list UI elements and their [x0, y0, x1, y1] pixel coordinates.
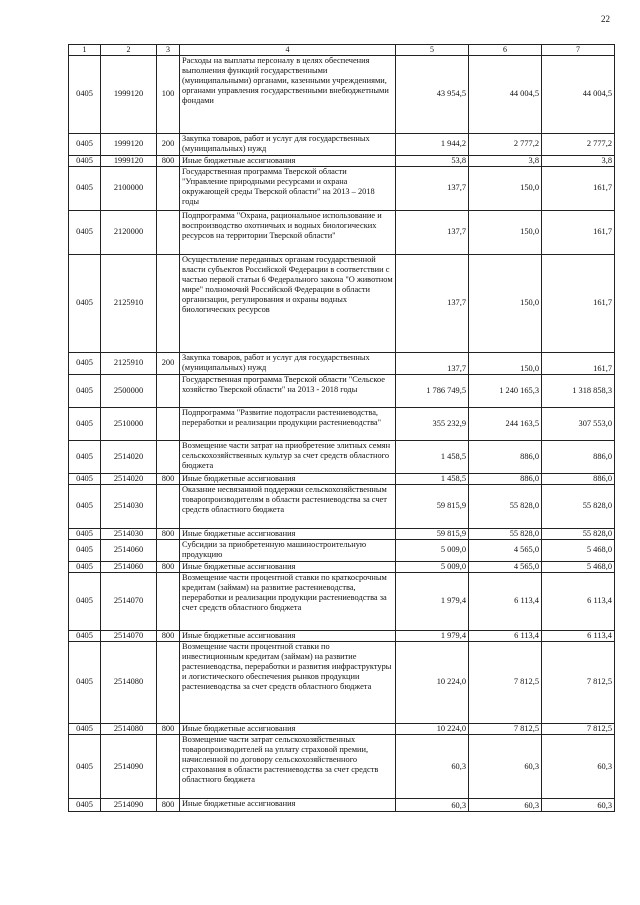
- item-name: Иные бюджетные ассигнования: [180, 528, 396, 539]
- target-item-code: 2514060: [101, 539, 157, 561]
- amount-year-2: 150,0: [469, 166, 542, 210]
- table-row: [69, 440, 615, 473]
- amount-year-1: 1 458,5: [396, 440, 469, 473]
- section-code: 0405: [69, 572, 101, 630]
- target-item-code: 2120000: [101, 210, 157, 254]
- item-name: Иные бюджетные ассигнования: [180, 155, 396, 166]
- target-item-code: 2100000: [101, 166, 157, 210]
- header-cell-6: 6: [469, 45, 542, 56]
- item-name: Субсидии за приобретенную машиностроительную продукцию: [180, 539, 396, 561]
- amount-year-1: 10 224,0: [396, 723, 469, 734]
- amount-year-3: 886,0: [542, 473, 615, 484]
- amount-year-3: 60,3: [542, 799, 615, 812]
- expense-type-code: [157, 166, 180, 210]
- amount-year-3: 161,7: [542, 352, 615, 374]
- expense-type-code: 800: [157, 155, 180, 166]
- amount-year-3: 7 812,5: [542, 723, 615, 734]
- amount-year-2: 55 828,0: [469, 528, 542, 539]
- expense-type-code: [157, 484, 180, 528]
- amount-year-3: 5 468,0: [542, 539, 615, 561]
- expense-type-code: 800: [157, 630, 180, 641]
- section-code: 0405: [69, 484, 101, 528]
- amount-year-1: 355 232,9: [396, 407, 469, 440]
- section-code: 0405: [69, 352, 101, 374]
- expense-type-code: 100: [157, 55, 180, 133]
- table-row: [69, 254, 615, 352]
- item-name: Иные бюджетные ассигнования: [180, 799, 396, 812]
- amount-year-1: 1 979,4: [396, 572, 469, 630]
- section-code: 0405: [69, 561, 101, 572]
- amount-year-2: 3,8: [469, 155, 542, 166]
- table-row: [69, 133, 615, 155]
- item-name: Подпрограмма "Развитие подотрасли растениеводства, переработки и реализации продукции растениеводства": [180, 407, 396, 440]
- table-row: [69, 561, 615, 572]
- amount-year-1: 1 786 749,5: [396, 374, 469, 407]
- target-item-code: 2125910: [101, 352, 157, 374]
- expense-type-code: [157, 539, 180, 561]
- target-item-code: 2514070: [101, 572, 157, 630]
- amount-year-2: 1 240 165,3: [469, 374, 542, 407]
- expense-type-code: 800: [157, 473, 180, 484]
- target-item-code: 2125910: [101, 254, 157, 352]
- target-item-code: 2514030: [101, 484, 157, 528]
- expense-type-code: [157, 374, 180, 407]
- target-item-code: 2514080: [101, 723, 157, 734]
- amount-year-1: 10 224,0: [396, 641, 469, 723]
- section-code: 0405: [69, 407, 101, 440]
- section-code: 0405: [69, 440, 101, 473]
- table-row: [69, 166, 615, 210]
- amount-year-3: 55 828,0: [542, 528, 615, 539]
- amount-year-3: 6 113,4: [542, 630, 615, 641]
- table-row: [69, 641, 615, 723]
- amount-year-2: 55 828,0: [469, 484, 542, 528]
- item-name: Закупка товаров, работ и услуг для государственных (муниципальных) нужд: [180, 352, 396, 374]
- table-row: [69, 572, 615, 630]
- table-row: [69, 374, 615, 407]
- amount-year-3: 44 004,5: [542, 55, 615, 133]
- amount-year-1: 53,8: [396, 155, 469, 166]
- item-name: Возмещение части затрат сельскохозяйственных товаропроизводителей на уплату страховой премии, начисленной по договору сельскохозяйственного страхования в области растениеводства за счет средств областного бюджета: [180, 735, 396, 799]
- amount-year-3: 886,0: [542, 440, 615, 473]
- item-name: Расходы на выплаты персоналу в целях обеспечения выполнения функций государственными (муниципальными) органами, казенными учреждениями, органами управления государственными внебюджетными фондами: [180, 55, 396, 133]
- amount-year-2: 4 565,0: [469, 539, 542, 561]
- table-row: [69, 473, 615, 484]
- page-number: 22: [601, 14, 610, 24]
- target-item-code: 2514060: [101, 561, 157, 572]
- item-name: Государственная программа Тверской области "Управление природными ресурсами и охрана окружающей среды Тверской области" на 2013 – 2018 годы: [180, 166, 396, 210]
- amount-year-2: 6 113,4: [469, 572, 542, 630]
- expense-type-code: [157, 572, 180, 630]
- section-code: 0405: [69, 528, 101, 539]
- amount-year-1: 60,3: [396, 735, 469, 799]
- amount-year-2: 4 565,0: [469, 561, 542, 572]
- item-name: Иные бюджетные ассигнования: [180, 723, 396, 734]
- target-item-code: 2514020: [101, 473, 157, 484]
- amount-year-1: 1 944,2: [396, 133, 469, 155]
- section-code: 0405: [69, 723, 101, 734]
- amount-year-3: 307 553,0: [542, 407, 615, 440]
- expense-type-code: [157, 407, 180, 440]
- table-row: [69, 155, 615, 166]
- amount-year-3: 7 812,5: [542, 641, 615, 723]
- expense-type-code: [157, 440, 180, 473]
- target-item-code: 2514070: [101, 630, 157, 641]
- amount-year-2: 150,0: [469, 210, 542, 254]
- item-name: Иные бюджетные ассигнования: [180, 630, 396, 641]
- expense-type-code: [157, 254, 180, 352]
- target-item-code: 2514020: [101, 440, 157, 473]
- section-code: 0405: [69, 473, 101, 484]
- section-code: 0405: [69, 374, 101, 407]
- expense-type-code: 200: [157, 352, 180, 374]
- table-row: [69, 352, 615, 374]
- table-row: [69, 735, 615, 799]
- amount-year-2: 244 163,5: [469, 407, 542, 440]
- item-name: Закупка товаров, работ и услуг для государственных (муниципальных) нужд: [180, 133, 396, 155]
- amount-year-2: 2 777,2: [469, 133, 542, 155]
- amount-year-1: 137,7: [396, 210, 469, 254]
- amount-year-1: 43 954,5: [396, 55, 469, 133]
- table-row: [69, 528, 615, 539]
- amount-year-3: 161,7: [542, 210, 615, 254]
- target-item-code: 2500000: [101, 374, 157, 407]
- amount-year-3: 161,7: [542, 254, 615, 352]
- amount-year-3: 5 468,0: [542, 561, 615, 572]
- amount-year-2: 6 113,4: [469, 630, 542, 641]
- amount-year-1: 137,7: [396, 352, 469, 374]
- target-item-code: 2514090: [101, 735, 157, 799]
- header-cell-1: 1: [69, 45, 101, 56]
- amount-year-2: 60,3: [469, 799, 542, 812]
- expense-type-code: 200: [157, 133, 180, 155]
- table-row: [69, 210, 615, 254]
- expense-type-code: [157, 735, 180, 799]
- amount-year-3: 6 113,4: [542, 572, 615, 630]
- amount-year-1: 59 815,9: [396, 528, 469, 539]
- amount-year-3: 60,3: [542, 735, 615, 799]
- amount-year-2: 44 004,5: [469, 55, 542, 133]
- amount-year-1: 137,7: [396, 166, 469, 210]
- expense-type-code: 800: [157, 799, 180, 812]
- table-row: [69, 484, 615, 528]
- amount-year-1: 137,7: [396, 254, 469, 352]
- header-cell-7: 7: [542, 45, 615, 56]
- table-row: [69, 723, 615, 734]
- section-code: 0405: [69, 735, 101, 799]
- amount-year-1: 59 815,9: [396, 484, 469, 528]
- section-code: 0405: [69, 210, 101, 254]
- amount-year-2: 886,0: [469, 440, 542, 473]
- header-cell-2: 2: [101, 45, 157, 56]
- section-code: 0405: [69, 539, 101, 561]
- amount-year-1: 5 009,0: [396, 539, 469, 561]
- table-row: [69, 630, 615, 641]
- section-code: 0405: [69, 630, 101, 641]
- expense-type-code: [157, 641, 180, 723]
- amount-year-2: 150,0: [469, 254, 542, 352]
- item-name: Иные бюджетные ассигнования: [180, 561, 396, 572]
- expense-type-code: 800: [157, 561, 180, 572]
- section-code: 0405: [69, 254, 101, 352]
- section-code: 0405: [69, 155, 101, 166]
- header-cell-3: 3: [157, 45, 180, 56]
- expense-type-code: 800: [157, 528, 180, 539]
- item-name: Подпрограмма "Охрана, рациональное использование и воспроизводство охотничьих и водных биологических ресурсов на территории Тверской области": [180, 210, 396, 254]
- target-item-code: 1999120: [101, 133, 157, 155]
- item-name: Возмещение части затрат на приобретение элитных семян сельскохозяйственных культур за счет средств областного бюджета: [180, 440, 396, 473]
- amount-year-3: 3,8: [542, 155, 615, 166]
- amount-year-2: 60,3: [469, 735, 542, 799]
- item-name: Государственная программа Тверской области "Сельское хозяйство Тверской области" на 2013 - 2018 годы: [180, 374, 396, 407]
- table-row: [69, 407, 615, 440]
- section-code: 0405: [69, 641, 101, 723]
- section-code: 0405: [69, 133, 101, 155]
- amount-year-2: 150,0: [469, 352, 542, 374]
- header-cell-4: 4: [180, 45, 396, 56]
- item-name: Оказание несвязанной поддержки сельскохозяйственным товаропроизводителям в области растениеводства за счет средств областного бюджета: [180, 484, 396, 528]
- item-name: Возмещение части процентной ставки по краткосрочным кредитам (займам) на развитие растениеводства, переработки и реализации продукции растениеводства за счет средств областного бюджета: [180, 572, 396, 630]
- budget-table: [68, 44, 615, 812]
- target-item-code: 2514090: [101, 799, 157, 812]
- amount-year-3: 1 318 858,3: [542, 374, 615, 407]
- section-code: 0405: [69, 55, 101, 133]
- target-item-code: 2514080: [101, 641, 157, 723]
- expense-type-code: [157, 210, 180, 254]
- amount-year-1: 60,3: [396, 799, 469, 812]
- target-item-code: 1999120: [101, 155, 157, 166]
- section-code: 0405: [69, 166, 101, 210]
- amount-year-3: 161,7: [542, 166, 615, 210]
- section-code: 0405: [69, 799, 101, 812]
- expense-type-code: 800: [157, 723, 180, 734]
- target-item-code: 2510000: [101, 407, 157, 440]
- amount-year-2: 886,0: [469, 473, 542, 484]
- table-row: [69, 539, 615, 561]
- item-name: Возмещение части процентной ставки по инвестиционным кредитам (займам) на развитие растениеводства, переработки и развития инфраструктуры и логистического обеспечения рынков продукции растениеводства за счет средств областного бюджета: [180, 641, 396, 723]
- table-row: [69, 799, 615, 812]
- amount-year-3: 2 777,2: [542, 133, 615, 155]
- header-row: [69, 45, 615, 56]
- table-row: [69, 55, 615, 133]
- header-cell-5: 5: [396, 45, 469, 56]
- amount-year-1: 5 009,0: [396, 561, 469, 572]
- target-item-code: 1999120: [101, 55, 157, 133]
- item-name: Осуществление переданных органам государственной власти субъектов Российской Федерации в соответствии с частью первой статьи 6 Федерального закона "О животном мире" полномочий Российской Федерации в области организации, регулирования и охраны водных биологических ресурсов: [180, 254, 396, 352]
- amount-year-1: 1 979,4: [396, 630, 469, 641]
- amount-year-2: 7 812,5: [469, 723, 542, 734]
- item-name: Иные бюджетные ассигнования: [180, 473, 396, 484]
- amount-year-1: 1 458,5: [396, 473, 469, 484]
- target-item-code: 2514030: [101, 528, 157, 539]
- amount-year-2: 7 812,5: [469, 641, 542, 723]
- amount-year-3: 55 828,0: [542, 484, 615, 528]
